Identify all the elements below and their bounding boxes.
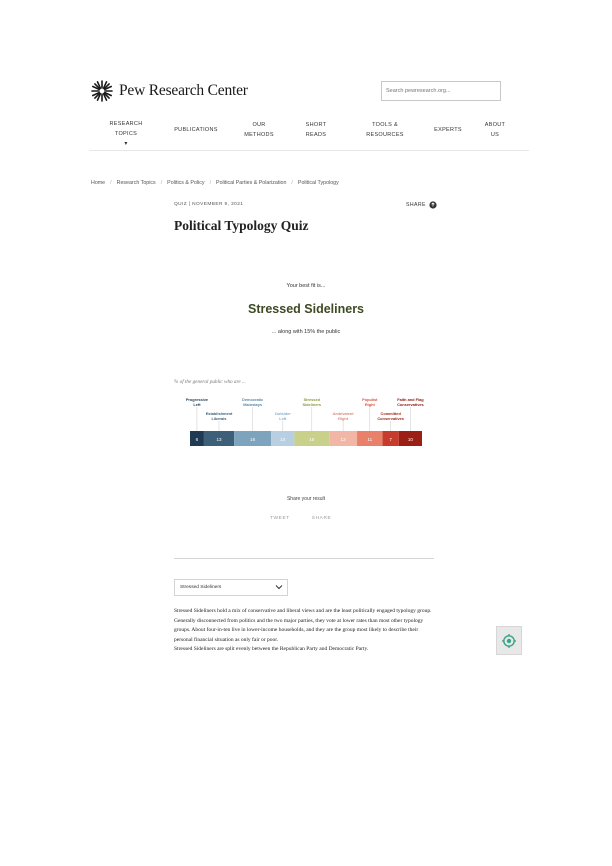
bar-category-label: Democratic (242, 397, 264, 402)
bar-category-label: Establishment (205, 411, 233, 416)
tweet-button[interactable]: TWEET (270, 516, 290, 521)
bar-category-label: Stressed (303, 397, 321, 402)
nav-label-line2: RESOURCES (366, 132, 404, 138)
bar-value-label: 10 (280, 437, 286, 442)
description-paragraph: Stressed Sideliners hold a mix of conservative and liberal views and are the least politically engaged typology group. Generally disconnected from politics and the two major parties, they vote at lower rates than most other typology groups. About four-in-ten live in lower-income households, and they are the group most likely to describe their personal financial situation as only fair or poor. (174, 608, 432, 643)
logo-text: Pew Research Center (119, 82, 248, 99)
breadcrumb (91, 180, 339, 186)
nav-research-topics[interactable] (99, 119, 153, 149)
nav-label-line2: READS (305, 132, 327, 138)
chat-widget-button[interactable] (496, 626, 522, 655)
bar-value-label: 12 (340, 437, 346, 442)
breadcrumb-parties-polarization[interactable]: Political Parties & Polarization (216, 180, 287, 186)
typology-chart (174, 395, 434, 455)
nav-label: PUBLICATIONS (174, 127, 218, 133)
section-divider (174, 558, 434, 559)
share-icon (429, 201, 437, 209)
bar-category-label: Ambivalent (332, 411, 354, 416)
nav-label: EXPERTS (434, 127, 462, 133)
bar-category-label: Faith and Flag (397, 397, 424, 402)
nav-publications[interactable] (171, 125, 221, 135)
group-select[interactable] (174, 579, 288, 596)
nav-label: SHORT (305, 122, 327, 128)
best-fit-label: Your best fit is... (286, 283, 326, 289)
nav-label: RESEARCH TOPICS (109, 121, 143, 137)
bar-category-label: Left (279, 416, 287, 421)
nav-label-line2: METHODS (244, 132, 274, 138)
nav-label-line2: US (490, 132, 500, 138)
bar-value-label: 6 (195, 437, 199, 442)
bar-category-label: Committed (380, 411, 401, 416)
group-select-value: Stressed Sideliners (180, 585, 222, 590)
breadcrumb-separator: / (291, 180, 293, 186)
bar-value-label: 7 (389, 437, 392, 442)
nav-our-methods[interactable] (241, 120, 277, 140)
bar-category-label: Outsider (274, 411, 291, 416)
breadcrumb-research-topics[interactable]: Research Topics (116, 180, 156, 186)
breadcrumb-political-typology[interactable]: Political Typology (297, 180, 339, 186)
bar-category-label: Conservatives (397, 402, 424, 407)
breadcrumb-separator: / (110, 180, 112, 186)
bar-category-label: Right (338, 416, 349, 421)
group-description (174, 607, 436, 655)
share-button[interactable] (406, 201, 437, 209)
description-paragraph-2: Stressed Sideliners are split evenly between the Republican Party and Democratic Party. (174, 646, 369, 652)
bar-category-label: Left (193, 402, 201, 407)
bar-category-label: Progressive (185, 397, 209, 402)
bar-category-label: Mainstays (243, 402, 263, 407)
main-nav (89, 117, 529, 151)
share-result-buttons (270, 516, 331, 521)
article-meta: QUIZ | NOVEMBER 9, 2021 (174, 202, 244, 207)
bar-category-label: Right (364, 402, 375, 407)
nav-label: ABOUT (484, 122, 506, 128)
nav-label: OUR (252, 122, 266, 128)
nav-label: TOOLS & (372, 122, 398, 128)
bar-value-label: 11 (367, 437, 373, 442)
search-input[interactable] (381, 81, 501, 101)
breadcrumb-home[interactable]: Home (91, 180, 106, 186)
share-label: SHARE (406, 202, 426, 208)
bar-category-label: Conservatives (377, 416, 404, 421)
breadcrumb-separator: / (209, 180, 212, 186)
pew-sunburst-icon (91, 80, 113, 102)
bar-value-label: 13 (216, 437, 222, 442)
nav-about-us[interactable] (481, 120, 509, 140)
breadcrumb-separator: / (160, 180, 163, 186)
pew-logo[interactable] (91, 80, 248, 102)
nav-experts[interactable] (430, 125, 466, 135)
result-group-name: Stressed Sideliners (247, 302, 365, 316)
chart-caption: % of the general public who are ... (174, 379, 246, 385)
page-title: Political Typology Quiz (174, 218, 309, 233)
chevron-down-icon (275, 583, 283, 591)
bar-category-label: Populist (362, 397, 378, 402)
nav-short-reads[interactable] (299, 120, 333, 140)
share-result-button[interactable]: SHARE (311, 516, 332, 521)
bar-value-label: 10 (407, 437, 413, 442)
bar-category-label: Sideliners (302, 402, 322, 407)
share-result-label: Share your result (286, 496, 326, 502)
result-percent-line: ... along with 15% the public (271, 329, 341, 335)
chatbot-icon (502, 634, 516, 648)
bar-category-label: Liberals (211, 416, 227, 421)
breadcrumb-politics-policy[interactable]: Politics & Policy (167, 180, 205, 186)
chevron-down-icon: ▾ (124, 141, 128, 147)
bar-value-label: 16 (250, 437, 256, 442)
nav-tools-resources[interactable] (360, 120, 410, 140)
bar-value-label: 15 (309, 437, 315, 442)
